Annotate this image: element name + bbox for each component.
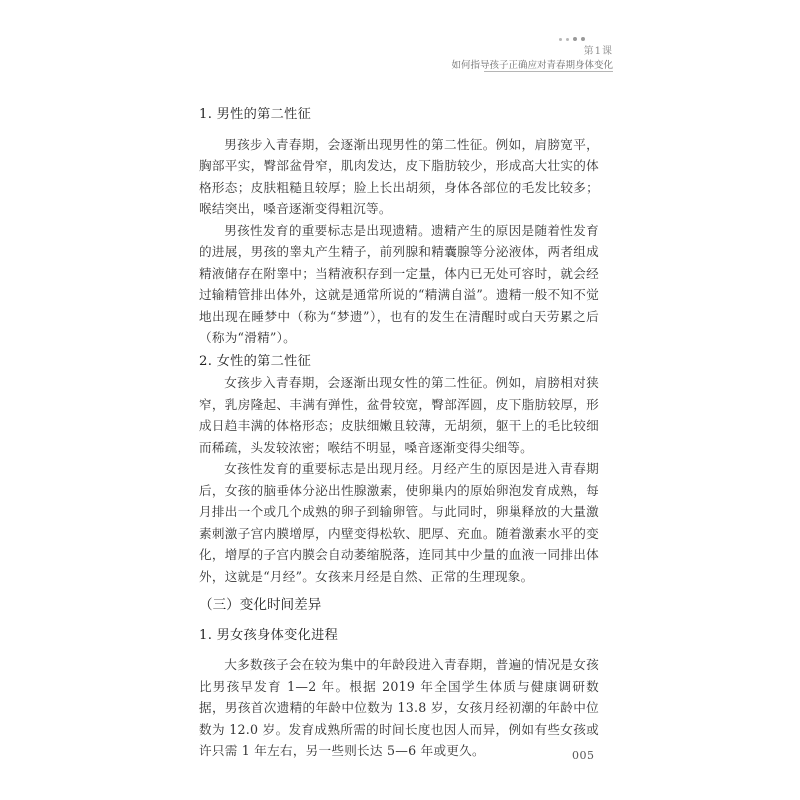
paragraph-development-progress: 大多数孩子会在较为集中的年龄段进入青春期，普遍的情况是女孩比男孩早发育 1—2 年。根据 2019 年全国学生体质与健康调研数据，男孩首次遗精的年龄中位数为 13.8 岁，女孩月经初潮的年龄中位数为 12.0 岁。发育成熟所需的时间长度也因人而异，例如有些女孩或许只需 1 年左右，另一些则长达 5—6 年或更久。 [199, 657, 599, 758]
header-decoration-dots [559, 37, 585, 41]
paragraph-female-development: 女孩性发育的重要标志是出现月经。月经产生的原因是进入青春期后，女孩的脑垂体分泌出性腺激素，使卵巢内的原始卵泡发育成熟，每月排出一个或几个成熟的卵子到输卵管。与此同时，卵巢释放的大量激素刺激子宫内膜增厚，内壁变得松软、肥厚、充血。随着激素水平的变化，增厚的子宫内膜会自动萎缩脱落，连同其中少量的血液一同排出体外，这就是“月经”。女孩来月经是自然、正常的生理现象。 [199, 461, 599, 584]
heading-female-traits: 2. 女性的第二性征 [199, 353, 312, 369]
paragraph-male-development: 男孩性发育的重要标志是出现遗精。遗精产生的原因是随着性发育的进展，男孩的睾丸产生精子，前列腺和精囊腺等分泌液体，两者组成精液储存在附睾中；当精液积存到一定量，体内已无处可容时，就会经过输精管排出体外，这就是通常所说的“精满自溢”。遗精一般不知不觉地出现在睡梦中（称为“梦遗”），也有的发生在清醒时或白天劳累之后（称为“滑精”）。 [199, 222, 599, 345]
heading-male-traits: 1. 男性的第二性征 [199, 107, 312, 122]
paragraph-female-traits: 女孩步入青春期，会逐渐出现女性的第二性征。例如，肩膀相对狭窄，乳房隆起、丰满有弹性，盆骨较宽，臀部浑圆，皮下脂肪较厚，形成日趋丰满的体格形态；皮肤细嫩且较薄，无胡须，躯干上的毛比较细而稀疏，头发较浓密；喉结不明显，嗓音逐渐变得尖细等。 [199, 375, 599, 455]
lesson-label: 第1课 [583, 46, 613, 57]
chapter-title: 如何指导孩子正确应对青春期身体变化 [451, 60, 613, 71]
page-number: 005 [572, 749, 595, 762]
heading-development-progress: 1. 男女孩身体变化进程 [199, 627, 339, 643]
page-body [199, 104, 599, 762]
heading-timing-differences: （三）变化时间差异 [199, 597, 322, 613]
header-rule [484, 71, 613, 72]
paragraph-male-traits: 男孩步入青春期，会逐渐出现男性的第二性征。例如，肩膀宽平，胸部平实，臀部盆骨窄，肌肉发达，皮下脂肪较少，形成高大壮实的体格形态；皮肤粗糙且较厚；脸上长出胡须，身体各部位的毛发比较多；喉结突出，嗓音逐渐变得粗沉等。 [199, 136, 599, 216]
